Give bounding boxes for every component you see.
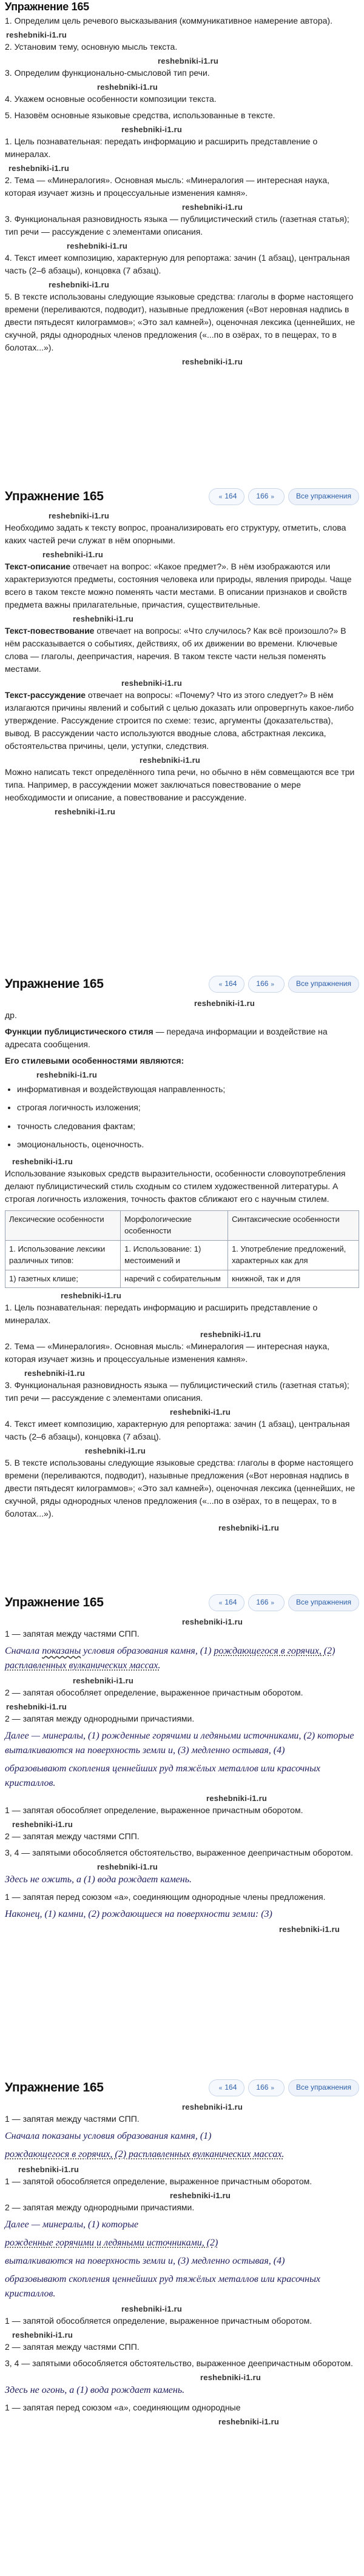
- handwritten-sentence: [0, 1643, 364, 1675]
- prev-exercise-button[interactable]: [209, 976, 245, 993]
- table-cell: наречий с собирательным: [121, 1270, 228, 1288]
- hw-fragment: Сначала: [5, 1646, 42, 1656]
- watermark: reshebniki-i1.ru: [61, 1291, 122, 1301]
- section-title: Упражнение 165: [5, 1595, 104, 1609]
- watermark: reshebniki-i1.ru: [194, 999, 255, 1008]
- section-title: Упражнение 165: [5, 976, 104, 991]
- exercise-section-4: [0, 1589, 364, 2074]
- list-item: • эмоциональность, оценочность.: [17, 1138, 359, 1150]
- prev-exercise-label: 164: [224, 2083, 237, 2092]
- chevron-right-icon: »: [271, 1600, 274, 1607]
- watermark: reshebniki-i1.ru: [182, 203, 243, 212]
- next-exercise-label: 166: [256, 2083, 269, 2092]
- watermark: reshebniki-i1.ru: [121, 679, 183, 688]
- table-cell: 1. Использование: 1) местоимений и: [121, 1240, 228, 1270]
- term-label: Текст-описание: [5, 562, 70, 571]
- table-cell: 1. Употребление предложений, характерных как для: [228, 1240, 359, 1270]
- hw-fragment: условия образования камня, (1): [81, 1646, 214, 1656]
- exercise-section-3: [0, 970, 364, 1589]
- next-exercise-label: 166: [256, 492, 269, 501]
- text-line: 2. Установим тему, основную мысль текста.: [5, 42, 178, 52]
- watermark: reshebniki-i1.ru: [200, 2373, 261, 2382]
- prev-exercise-label: 164: [224, 979, 237, 988]
- watermark: reshebniki-i1.ru: [67, 241, 128, 250]
- answer-line: 1 — запятой обособляется определение, выраженное причастным оборотом.: [5, 2316, 312, 2326]
- chevron-left-icon: «: [218, 494, 223, 501]
- prev-exercise-button[interactable]: [209, 2079, 245, 2096]
- watermark: reshebniki-i1.ru: [121, 125, 183, 134]
- features-heading-text: Его стилевыми особенностями являются:: [5, 1056, 184, 1065]
- prev-exercise-button[interactable]: [209, 488, 245, 505]
- all-exercises-link[interactable]: Все упражнения: [288, 1594, 359, 1611]
- section-header: [0, 970, 364, 998]
- term-text: — передача информации и воздействие на адресата сообщения.: [5, 1027, 328, 1049]
- section-header: [0, 1589, 364, 1617]
- list-item: • строгая логичность изложения;: [17, 1101, 359, 1113]
- section-title: Упражнение 165: [5, 489, 104, 503]
- watermark: reshebniki-i1.ru: [97, 82, 158, 92]
- watermark: reshebniki-i1.ru: [12, 2330, 73, 2340]
- features-list: [0, 1083, 364, 1150]
- all-exercises-link[interactable]: Все упражнения: [288, 2079, 359, 2096]
- text-line: 2. Тема — «Минералогия». Основная мысль: «Минералогия — интересная наука, которая изучает жизнь и процессуальные изменения камня».: [5, 175, 329, 198]
- watermark: reshebniki-i1.ru: [49, 280, 110, 289]
- section-title: Упражнение 165: [5, 2080, 104, 2095]
- text-line: 3. Функциональная разновидность языка — публицистический стиль (газетная статья); тип речи — рассуждение с элементами описания.: [5, 1380, 349, 1403]
- watermark: reshebniki-i1.ru: [36, 1070, 98, 1079]
- table-cell: 1) газетных клише;: [5, 1270, 121, 1288]
- list-item: • точность следования фактам;: [17, 1120, 359, 1132]
- watermark: reshebniki-i1.ru: [182, 1617, 243, 1626]
- term-label: Текст-повествование: [5, 626, 95, 636]
- features-heading: [0, 1053, 364, 1070]
- answer-line: 3, 4 — запятыми обособляется обстоятельство, выраженное деепричастным оборотом.: [5, 2358, 353, 2368]
- watermark: reshebniki-i1.ru: [6, 1702, 67, 1711]
- term-label: Текст-рассуждение: [5, 690, 86, 700]
- table-row: [5, 1240, 359, 1270]
- watermark: reshebniki-i1.ru: [6, 30, 67, 39]
- next-exercise-button[interactable]: [248, 1594, 285, 1611]
- watermark: reshebniki-i1.ru: [12, 1820, 73, 1829]
- text-line: 5. Назовём основные языковые средства, использованные в тексте.: [5, 110, 275, 120]
- watermark: reshebniki-i1.ru: [279, 1925, 340, 1934]
- handwritten-sentence: Здесь не огонь, а (1) вода рождает камень.: [5, 2385, 185, 2395]
- next-exercise-label: 166: [256, 979, 269, 988]
- handwritten-sentence: Далее — минералы, (1) которые: [5, 2219, 139, 2230]
- exercise-section-5: [0, 2074, 364, 2576]
- text-line: др.: [5, 1010, 17, 1020]
- exercise-section-1: [0, 0, 364, 483]
- reasoning-paragraph: [0, 688, 364, 755]
- text-line: 5. В тексте использованы следующие языковые средства: глаголы в форме настоящего времени (переливаются, подводит), назывные предложения («Вот неровная надпись в двести пятьдесят килограммов»; «Это зал камней»), оценочная лексика (ценнейших, не скучной, ряды однородных членов предложения («...по в озёрах, то в пещерах, то в болотах...»).: [5, 292, 356, 352]
- style-features-table: [5, 1210, 359, 1288]
- term-text: отвечает на вопрос: «Какое предмет?». В нём изображаются или характеризуются предметы, состояния человека или природы, явления природы. Чаще всего в таком тексте можно поменять части местами. В описании признаков и свойств предмета важны прилагательные, причастия, существительные.: [5, 562, 352, 609]
- table-row: [5, 1270, 359, 1288]
- next-exercise-label: 166: [256, 1598, 269, 1607]
- answer-line: 1 — запятая перед союзом «а», соединяющим однородные члены предложения.: [5, 1892, 326, 1902]
- description-paragraph: [0, 559, 364, 614]
- answer-line: 2 — запятая между однородными причастиями.: [5, 2202, 195, 2212]
- prev-exercise-label: 164: [224, 1598, 237, 1607]
- watermark: reshebniki-i1.ru: [55, 807, 116, 816]
- watermark: reshebniki-i1.ru: [200, 1330, 261, 1340]
- text-line: 1. Определим цель речевого высказывания (коммуникативное намерение автора).: [5, 16, 332, 25]
- exercise-nav: [209, 1594, 359, 1611]
- watermark: reshebniki-i1.ru: [85, 1446, 146, 1456]
- table-cell: книжной, так и для: [228, 1270, 359, 1288]
- watermark: reshebniki-i1.ru: [170, 2191, 231, 2200]
- watermark: reshebniki-i1.ru: [218, 1523, 280, 1533]
- term-text: отвечает на вопросы: «Что случилось? Как всё произошло?» В нём рассказывается о событиях, действиях, об их движении во времени. Ключевые слова — глаголы, деепричастия, наречия. В таком тексте части нельзя поменять местами.: [5, 626, 346, 674]
- handwritten-sentence: Далее — минералы, (1) рожденные горячими и ледяными источниками, (2) которые выталкиваются на поверхность земли и, (3) медленно остывая, (4): [5, 1731, 354, 1756]
- handwritten-sentence: Сначала показаны условия образования камня, (1): [5, 2131, 212, 2141]
- hw-predicate: показаны: [42, 1646, 81, 1656]
- intro-paragraph: Необходимо задать к тексту вопрос, проанализировать его структуру, отметить, слова каких частей речи служат в нём опорными.: [5, 523, 346, 545]
- function-paragraph: [0, 1024, 364, 1053]
- exercise-nav: [209, 488, 359, 505]
- watermark: reshebniki-i1.ru: [218, 2417, 280, 2426]
- watermark: reshebniki-i1.ru: [49, 511, 110, 520]
- section-header: [0, 2074, 364, 2102]
- table-header-row: [5, 1211, 359, 1241]
- chevron-right-icon: »: [271, 2085, 274, 2092]
- watermark: reshebniki-i1.ru: [8, 164, 70, 173]
- style-paragraph: Использование языковых средств выразительности, особенности словоупотребления делают публицистический стиль сходным со стилем художественной литературы. А строгая логичность изложения, точность фактов сближают его с научным стилем.: [5, 1169, 346, 1204]
- table-header: Лексические особенности: [5, 1211, 121, 1241]
- watermark: reshebniki-i1.ru: [73, 614, 134, 623]
- exercise-section-2: [0, 483, 364, 970]
- exercise-nav: [209, 976, 359, 993]
- list-item: • информативная и воздействующая направленность;: [17, 1083, 359, 1095]
- exercise-nav: [209, 2079, 359, 2096]
- watermark: reshebniki-i1.ru: [182, 2102, 243, 2111]
- prev-exercise-button[interactable]: [209, 1594, 245, 1611]
- watermark: reshebniki-i1.ru: [182, 357, 243, 366]
- chevron-right-icon: »: [271, 981, 274, 988]
- term-label: Функции публицистического стиля: [5, 1027, 153, 1036]
- handwritten-sentence: рождающегося в горячих, (2) расплавленных вулканических массах.: [5, 2149, 285, 2159]
- next-exercise-button[interactable]: [248, 976, 285, 993]
- watermark: reshebniki-i1.ru: [24, 1369, 86, 1378]
- table-header: Синтаксические особенности: [228, 1211, 359, 1241]
- answer-line: 2 — запятая между однородными причастиями.: [5, 1714, 195, 1723]
- watermark: reshebniki-i1.ru: [140, 756, 201, 765]
- text-line: 1. Цель познавательная: передать информацию и расширить представление о минералах.: [5, 1303, 318, 1326]
- text-line: 1. Цель познавательная: передать информацию и расширить представление о минералах.: [5, 136, 318, 159]
- page-title: Упражнение 165: [5, 0, 89, 13]
- outro-paragraph: Можно написать текст определённого типа речи, но обычно в нём совмещаются все три типа. Например, в рассуждении может заключаться повествование о мере необходимости и описание, а повествование и рассуждение.: [5, 767, 355, 802]
- watermark: reshebniki-i1.ru: [170, 1407, 231, 1417]
- section-header: [0, 483, 364, 511]
- answer-line: 3, 4 — запятыми обособляется обстоятельство, выраженное деепричастным оборотом.: [5, 1848, 353, 1857]
- chevron-left-icon: «: [218, 1600, 223, 1607]
- all-exercises-link[interactable]: Все упражнения: [288, 488, 359, 505]
- all-exercises-link[interactable]: Все упражнения: [288, 976, 359, 992]
- narration-paragraph: [0, 623, 364, 678]
- watermark: reshebniki-i1.ru: [18, 2165, 79, 2174]
- term-text: отвечает на вопросы: «Почему? Что из этого следует?» В нём излагаются причины явлений и событий с целью доказать или опровергнуть какое-либо утверждение. Рассуждение строится по схеме: тезис, аргументы (доказательства), вывод. В рассуждении часто используются вводные слова, абстрактная лексика, обстоятельства причины, цели, уступки, следствия.: [5, 690, 354, 751]
- watermark: reshebniki-i1.ru: [97, 1862, 158, 1871]
- answer-line: 1 — запятая между частями СПП.: [5, 1629, 140, 1639]
- text-line: 3. Функциональная разновидность языка — публицистический стиль (газетная статья); тип речи — рассуждение с элементами описания.: [5, 214, 349, 236]
- handwritten-sentence: выталкиваются на поверхность земли и, (3) медленно остывая, (4): [5, 2256, 285, 2266]
- chevron-left-icon: «: [218, 2085, 223, 2092]
- table-cell: 1. Использование лексики различных типов:: [5, 1240, 121, 1270]
- watermark: reshebniki-i1.ru: [158, 56, 219, 65]
- section-header: [0, 0, 364, 13]
- answer-line: 1 — запятая обособляет определение, выраженное причастным оборотом.: [5, 1805, 303, 1815]
- answer-line: 1 — запятая между частями СПП.: [5, 2114, 140, 2124]
- handwritten-sentence: рожденные горячими и ледяными источниками, (2): [5, 2238, 218, 2248]
- watermark: reshebniki-i1.ru: [121, 2304, 183, 2313]
- next-exercise-button[interactable]: [248, 2079, 285, 2096]
- text-line: 4. Текст имеет композицию, характерную для репортажа: зачин (1 абзац), центральная часть (2–6 абзацы), концовка (7 абзац).: [5, 253, 350, 275]
- next-exercise-button[interactable]: [248, 488, 285, 505]
- answer-line: 2 — запятая между частями СПП.: [5, 1831, 140, 1841]
- text-line: 3. Определим функционально-смысловой тип речи.: [5, 68, 210, 78]
- chevron-right-icon: »: [271, 494, 274, 501]
- watermark: reshebniki-i1.ru: [206, 1794, 268, 1803]
- watermark: reshebniki-i1.ru: [73, 1676, 134, 1685]
- answer-line: 1 — запятая перед союзом «а», соединяющим однородные: [5, 2403, 241, 2412]
- prev-exercise-label: 164: [224, 492, 237, 501]
- watermark: reshebniki-i1.ru: [12, 1157, 73, 1167]
- handwritten-sentence: образовывают скопления ценнейших руд тяжёлых металлов или красочных кристаллов.: [5, 1763, 321, 1788]
- answer-line: 2 — запятая между частями СПП.: [5, 2342, 140, 2352]
- chevron-left-icon: «: [218, 981, 223, 988]
- handwritten-sentence: Здесь не ожить, а (1) вода рождает камень.: [5, 1874, 192, 1885]
- text-line: 2. Тема — «Минералогия». Основная мысль: «Минералогия — интересная наука, которая изучает жизнь и процессуальные изменения камня».: [5, 1341, 329, 1364]
- hw-participle-phrase: рождающегося в горячих, (2) расплавленных вулканических массах.: [5, 1646, 335, 1671]
- text-line: 4. Текст имеет композицию, характерную для репортажа: зачин (1 абзац), центральная часть (2–6 абзацы), концовка (7 абзац).: [5, 1419, 350, 1442]
- handwritten-sentence: Наконец, (1) камни, (2) рождающиеся на поверхности земли: (3): [5, 1909, 272, 1919]
- table-header: Морфологические особенности: [121, 1211, 228, 1241]
- answer-line: 1 — запятой обособляется определение, выраженное причастным оборотом.: [5, 2176, 312, 2186]
- text-line: 5. В тексте использованы следующие языковые средства: глаголы в форме настоящего времени (переливаются, подводит), назывные предложения («Вот неровная надпись в двести пятьдесят килограммов»; «Это зал камней»), оценочная лексика (ценнейших, не скучной, ряды однородных членов предложения («...по в озёрах, то в пещерах, то в болотах...»).: [5, 1458, 356, 1519]
- answer-line: 2 — запятая обособляет определение, выраженное причастным оборотом.: [5, 1688, 303, 1697]
- handwritten-sentence: образовывают скопления ценнейших руд тяжёлых металлов или красочных кристаллов.: [5, 2274, 321, 2299]
- watermark: reshebniki-i1.ru: [42, 550, 104, 559]
- text-line: 4. Укажем основные особенности композиции текста.: [5, 94, 217, 104]
